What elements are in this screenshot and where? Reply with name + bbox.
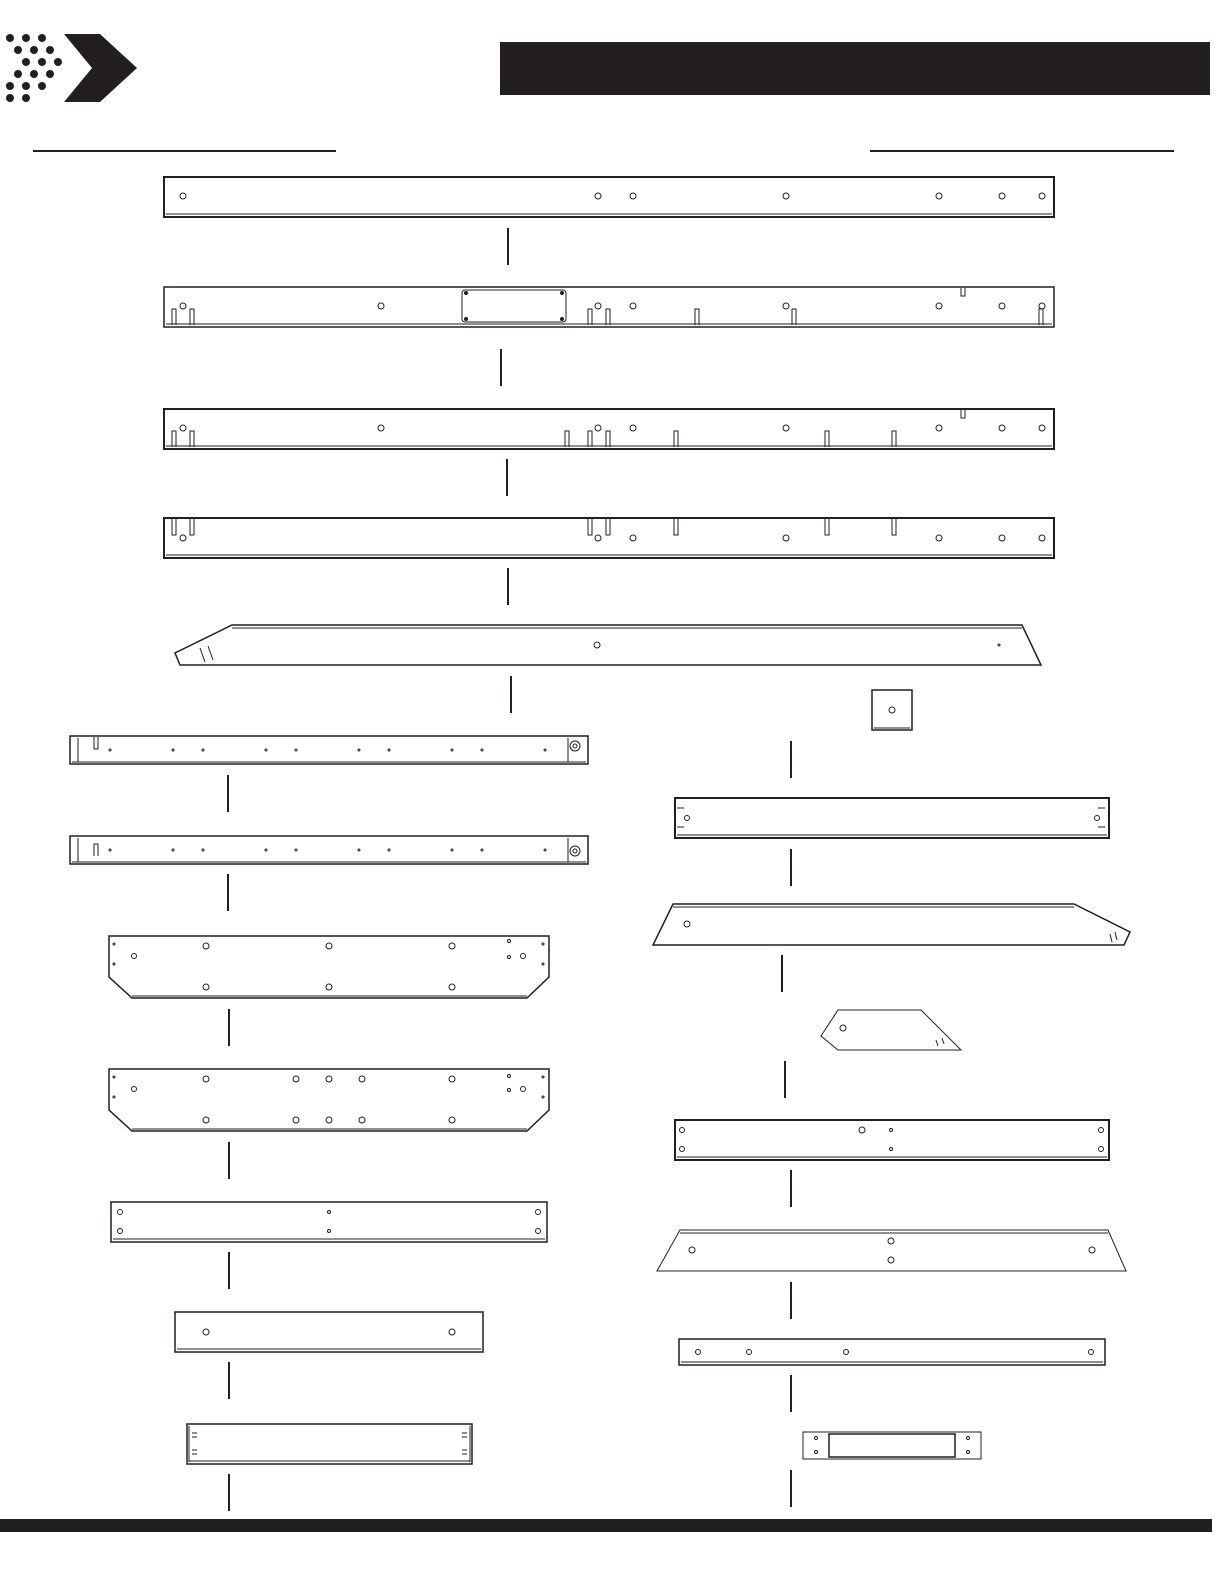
- rail-left-2: [70, 836, 588, 864]
- board-long-angled: [175, 625, 1041, 665]
- board-right-narrow: [679, 1339, 1105, 1365]
- board-left-slotted: [187, 1424, 472, 1464]
- board-right-1: [675, 798, 1109, 838]
- board-long-1: [164, 177, 1054, 217]
- bracket-small: [803, 1432, 981, 1459]
- panel-chamfered-1: [109, 936, 549, 998]
- board-right-angled-1: [653, 904, 1130, 945]
- panel-chamfered-2: [109, 1069, 549, 1131]
- footer-bar: [0, 1519, 1212, 1532]
- board-long-3: [164, 409, 1054, 449]
- board-long-4: [164, 518, 1054, 558]
- board-right-trapezoid: [657, 1230, 1126, 1271]
- rail-left-1: [70, 736, 588, 764]
- board-long-2: [164, 287, 1054, 327]
- gusset-plate: [821, 1010, 961, 1050]
- board-left-medium: [111, 1202, 547, 1242]
- board-left-short: [175, 1312, 483, 1352]
- block-square: [872, 690, 912, 730]
- board-right-2: [675, 1120, 1109, 1160]
